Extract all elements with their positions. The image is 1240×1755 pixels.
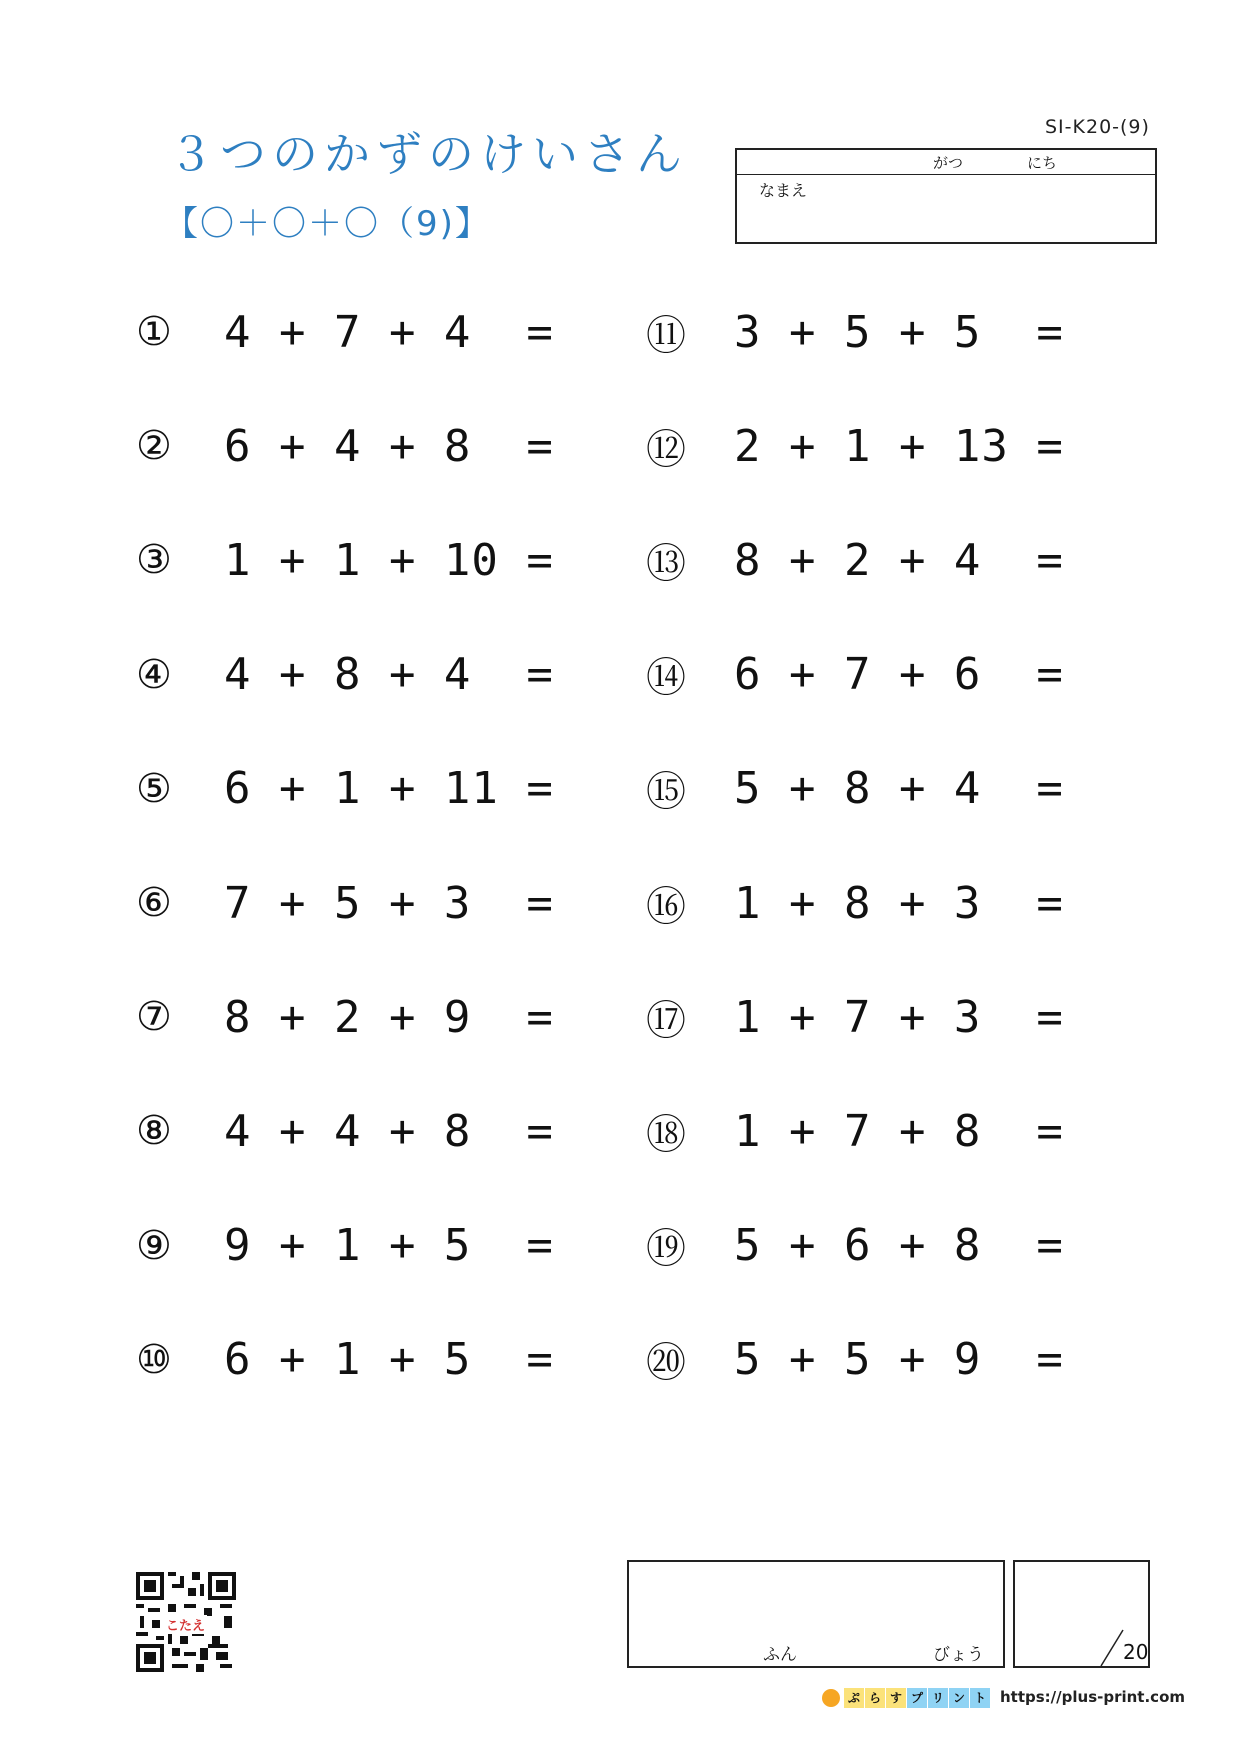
worksheet-subtitle: 【〇＋〇＋〇（9)】	[164, 204, 491, 244]
date-row[interactable]	[737, 150, 1155, 175]
problem-expression: 1 + 7 + 8 =	[734, 1105, 1064, 1157]
problem-number: ⑮	[646, 769, 686, 816]
problem-expression: 3 + 5 + 5 =	[734, 306, 1064, 358]
day-label: にち	[1027, 154, 1058, 172]
problem-number: ⑯	[646, 883, 686, 930]
problem-14	[646, 645, 1064, 705]
problem-number: ⑭	[646, 655, 686, 702]
brand-char: す	[886, 1688, 906, 1708]
problem-19	[646, 1216, 1064, 1276]
problem-number: ⑨	[136, 1222, 172, 1269]
problem-expression: 9 + 1 + 5 =	[224, 1220, 554, 1272]
month-label: がつ	[933, 154, 964, 172]
problem-number: ⑱	[646, 1111, 686, 1158]
site-url[interactable]: https://plus-print.com	[1000, 1688, 1186, 1706]
brand-char: ら	[865, 1688, 885, 1708]
brand-mascot-icon	[822, 1689, 840, 1707]
problem-expression: 1 + 1 + 10 =	[224, 534, 554, 586]
problem-expression: 8 + 2 + 9 =	[224, 991, 554, 1043]
problem-expression: 1 + 8 + 3 =	[734, 877, 1064, 929]
problem-16	[646, 873, 1064, 933]
problem-18	[646, 1101, 1064, 1161]
problem-number: ⑬	[646, 540, 686, 587]
problem-8	[136, 1101, 554, 1161]
problem-10	[136, 1330, 554, 1390]
name-date-box	[735, 148, 1157, 244]
seconds-label: びょう	[933, 1645, 984, 1665]
problem-number: ⑰	[646, 997, 686, 1044]
problem-expression: 5 + 8 + 4 =	[734, 763, 1064, 815]
problem-13	[646, 530, 1064, 590]
problem-number: ⑫	[646, 426, 686, 473]
problem-expression: 6 + 7 + 6 =	[734, 649, 1064, 701]
problem-11	[646, 302, 1064, 362]
problem-12	[646, 416, 1064, 476]
brand-char: リ	[928, 1688, 948, 1708]
problem-expression: 4 + 4 + 8 =	[224, 1105, 554, 1157]
problem-expression: 5 + 6 + 8 =	[734, 1220, 1064, 1272]
problem-number: ④	[136, 651, 172, 698]
problem-expression: 8 + 2 + 4 =	[734, 534, 1064, 586]
problem-expression: 7 + 5 + 3 =	[224, 877, 554, 929]
problem-number: ⑩	[136, 1336, 172, 1383]
brand-char: ト	[970, 1688, 990, 1708]
worksheet-code: SI-K20-(9)	[1045, 116, 1150, 138]
time-box[interactable]	[627, 1560, 1005, 1668]
score-total: 20	[1123, 1640, 1149, 1664]
problem-15	[646, 759, 1064, 819]
problem-expression: 5 + 5 + 9 =	[734, 1334, 1064, 1386]
worksheet-title: ３つのかずのけいさん	[168, 127, 688, 181]
brand-char: プ	[907, 1688, 927, 1708]
brand-name	[844, 1688, 991, 1708]
problem-number: ⑥	[136, 880, 172, 926]
problem-7	[136, 987, 554, 1047]
problem-expression: 6 + 1 + 11 =	[224, 763, 554, 815]
problem-number: ⑤	[136, 765, 172, 812]
problem-2	[136, 416, 554, 476]
score-box[interactable]	[1013, 1560, 1150, 1668]
problem-17	[646, 987, 1064, 1047]
problem-number: ⑲	[646, 1226, 686, 1273]
problem-6	[136, 873, 554, 933]
problem-expression: 4 + 8 + 4 =	[224, 649, 554, 701]
problem-expression: 2 + 1 + 13 =	[734, 420, 1064, 472]
answer-qr-label: こたえ	[164, 1615, 207, 1634]
minutes-label: ふん	[763, 1645, 797, 1665]
problem-expression: 4 + 7 + 4 =	[224, 306, 554, 358]
problem-number: ③	[136, 537, 172, 584]
problem-number: ⑪	[646, 312, 686, 359]
problem-expression: 6 + 4 + 8 =	[224, 420, 554, 472]
problem-4	[136, 645, 554, 705]
problem-expression: 6 + 1 + 5 =	[224, 1334, 554, 1386]
problem-number: ⑳	[646, 1340, 686, 1387]
problem-3	[136, 530, 554, 590]
problem-number: ①	[136, 309, 172, 355]
name-label: なまえ	[759, 181, 808, 200]
problem-20	[646, 1330, 1064, 1390]
problem-9	[136, 1216, 554, 1276]
problem-number: ②	[136, 423, 172, 470]
brand-logo	[822, 1686, 991, 1710]
brand-char: ン	[949, 1688, 969, 1708]
problem-expression: 1 + 7 + 3 =	[734, 991, 1064, 1043]
brand-char: ぷ	[844, 1688, 864, 1708]
problem-1	[136, 302, 554, 362]
problem-5	[136, 759, 554, 819]
problem-number: ⑧	[136, 1108, 172, 1155]
problem-number: ⑦	[136, 994, 172, 1041]
